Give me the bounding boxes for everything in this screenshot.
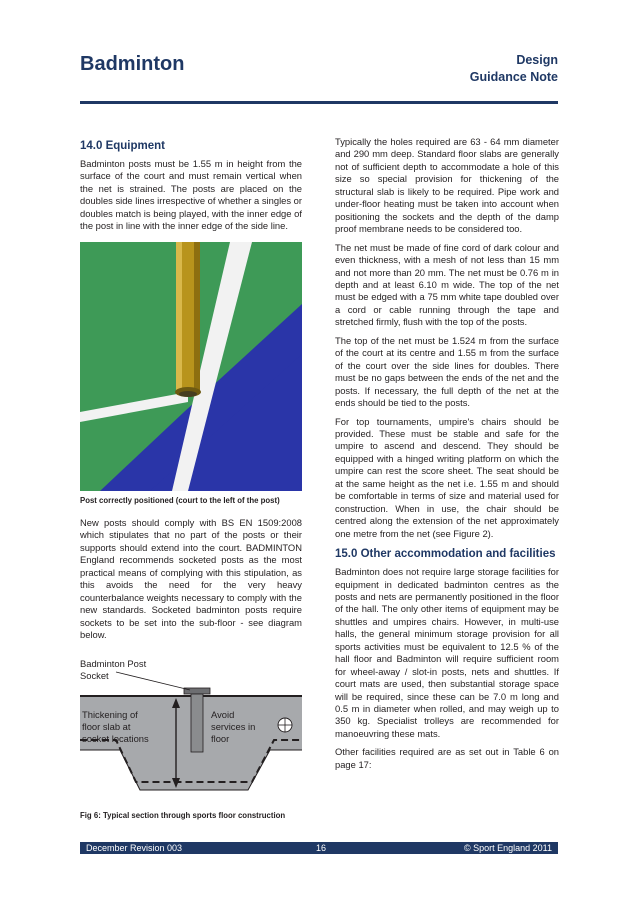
right-column — [335, 136, 559, 777]
paragraph-umpire-chairs: For top tournaments, umpire's chairs should be provided. These must be stable and safe for the umpire to ascend and descend. They should be equipped with a hinged writing platform on which the umpire can rest the score sheet. The seat should be at the same height as the net i.e. 1.55 m and should be comfortable in terms of size and material used for construction. When in use, the chair should be centred along the extension of the net approximately one metre from the net (see Figure 2). — [335, 415, 559, 539]
label-thickening — [82, 709, 149, 745]
header-rule — [80, 101, 558, 104]
doc-type-line1: Design — [516, 53, 558, 67]
court-post-photo — [80, 242, 302, 491]
paragraph-new-posts: New posts should comply with BS EN 1509:2008 which stipulates that no part of the posts or their supports should extend into the court. BADMINTON England recommends socketed posts as the most practical means of complying with this stipulation, as this avoids the need for the very heavy counterbalance weights necessary to comply with the new standards. Socketed badminton posts require sockets to be set into the sub-floor - see diagram below. — [80, 517, 302, 641]
label-thickening-line1: Thickening of — [82, 709, 138, 720]
label-post-socket — [80, 658, 146, 682]
page-title: Badminton — [80, 53, 185, 75]
label-avoid-line3: floor — [211, 733, 230, 744]
section-heading-equipment: 14.0 Equipment — [80, 140, 165, 152]
paragraph-storage: Badminton does not require large storage facilities for equipment in dedicated badminton centres as the posts and nets are permanently positioned in the floor of the hall. The only other items of equipment may be shuttles and umpires chairs. However, in multi-use halls, the general minimum storage provision for all sports activities must be equivalent to 12.5 % of the hall floor and Badminton will require sufficient room for wheel-away / slot-in posts, nets and shuttles. If court mats are used, then substantial storage space will be required, since these can be 7.0 m long and 0.5 m in diameter when rolled, and may weigh up to 350 kg. Specialist trolleys are recommended for manoeuvring these mats. — [335, 566, 559, 739]
floor-section-diagram — [80, 650, 302, 805]
photo-illustration — [80, 242, 302, 491]
label-avoid-line2: services in — [211, 721, 256, 732]
left-column-bottom — [80, 517, 302, 642]
paragraph-holes: Typically the holes required are 63 - 64 mm diameter and 290 mm deep. Standard floor slabs are generally not of sufficient depth to accommodate a hole of this size so special provision for thickening of the structural slab is likely to be required. Pipe work and under-floor heating must be taken into account when positioning the sockets and the depth of the damp proof membrane needs to be considered too. — [335, 136, 559, 235]
footer-copyright: © Sport England 2011 — [463, 843, 552, 853]
page-number: 16 — [316, 843, 327, 853]
document-type — [470, 52, 558, 86]
footer-revision: December Revision 003 — [86, 843, 183, 853]
left-column-top — [80, 140, 302, 233]
paragraph-posts: Badminton posts must be 1.55 m in height from the surface of the court and must remain vertical when the net is strained. The posts are placed on the doubles side lines irrespective of whether a singles or doubles match is being played, with the inner edge of the post in line with the inner edge of the side line. — [80, 158, 302, 232]
label-avoid-services — [211, 709, 255, 745]
label-post-socket-line1: Badminton Post — [80, 658, 147, 669]
paragraph-net-height: The top of the net must be 1.524 m from the surface of the court at its centre and 1.55 m from the surface of the court over the side lines for doubles. There must be no gaps between the ends of the net and the posts. If necessary, the full depth of the net at the ends should be tied to the posts. — [335, 334, 559, 409]
label-post-socket-line2: Socket — [80, 670, 109, 681]
paragraph-other-facilities: Other facilities required are as set out in Table 6 on page 17: — [335, 746, 559, 770]
paragraph-net: The net must be made of fine cord of dark colour and even thickness, with a mesh of not less than 15 mm and not more than 20 mm. The net must be 0.76 m in depth and at least 6.10 m wide. The top of the net must be edged with a 75 mm white tape doubled over a cord or cable running through the tape and stretched firmly, flush with the top of the posts. — [335, 241, 559, 328]
figure-caption: Fig 6: Typical section through sports floor construction — [80, 811, 286, 820]
doc-type-line2: Guidance Note — [469, 70, 558, 84]
label-thickening-line2: floor slab at — [82, 721, 131, 732]
section-heading-accommodation: 15.0 Other accommodation and facilities — [335, 548, 556, 561]
label-avoid-line1: Avoid — [211, 709, 235, 720]
photo-caption: Post correctly positioned (court to the left of the post) — [80, 496, 280, 505]
label-thickening-line3: socket locations — [82, 733, 149, 744]
page-footer — [80, 842, 558, 854]
